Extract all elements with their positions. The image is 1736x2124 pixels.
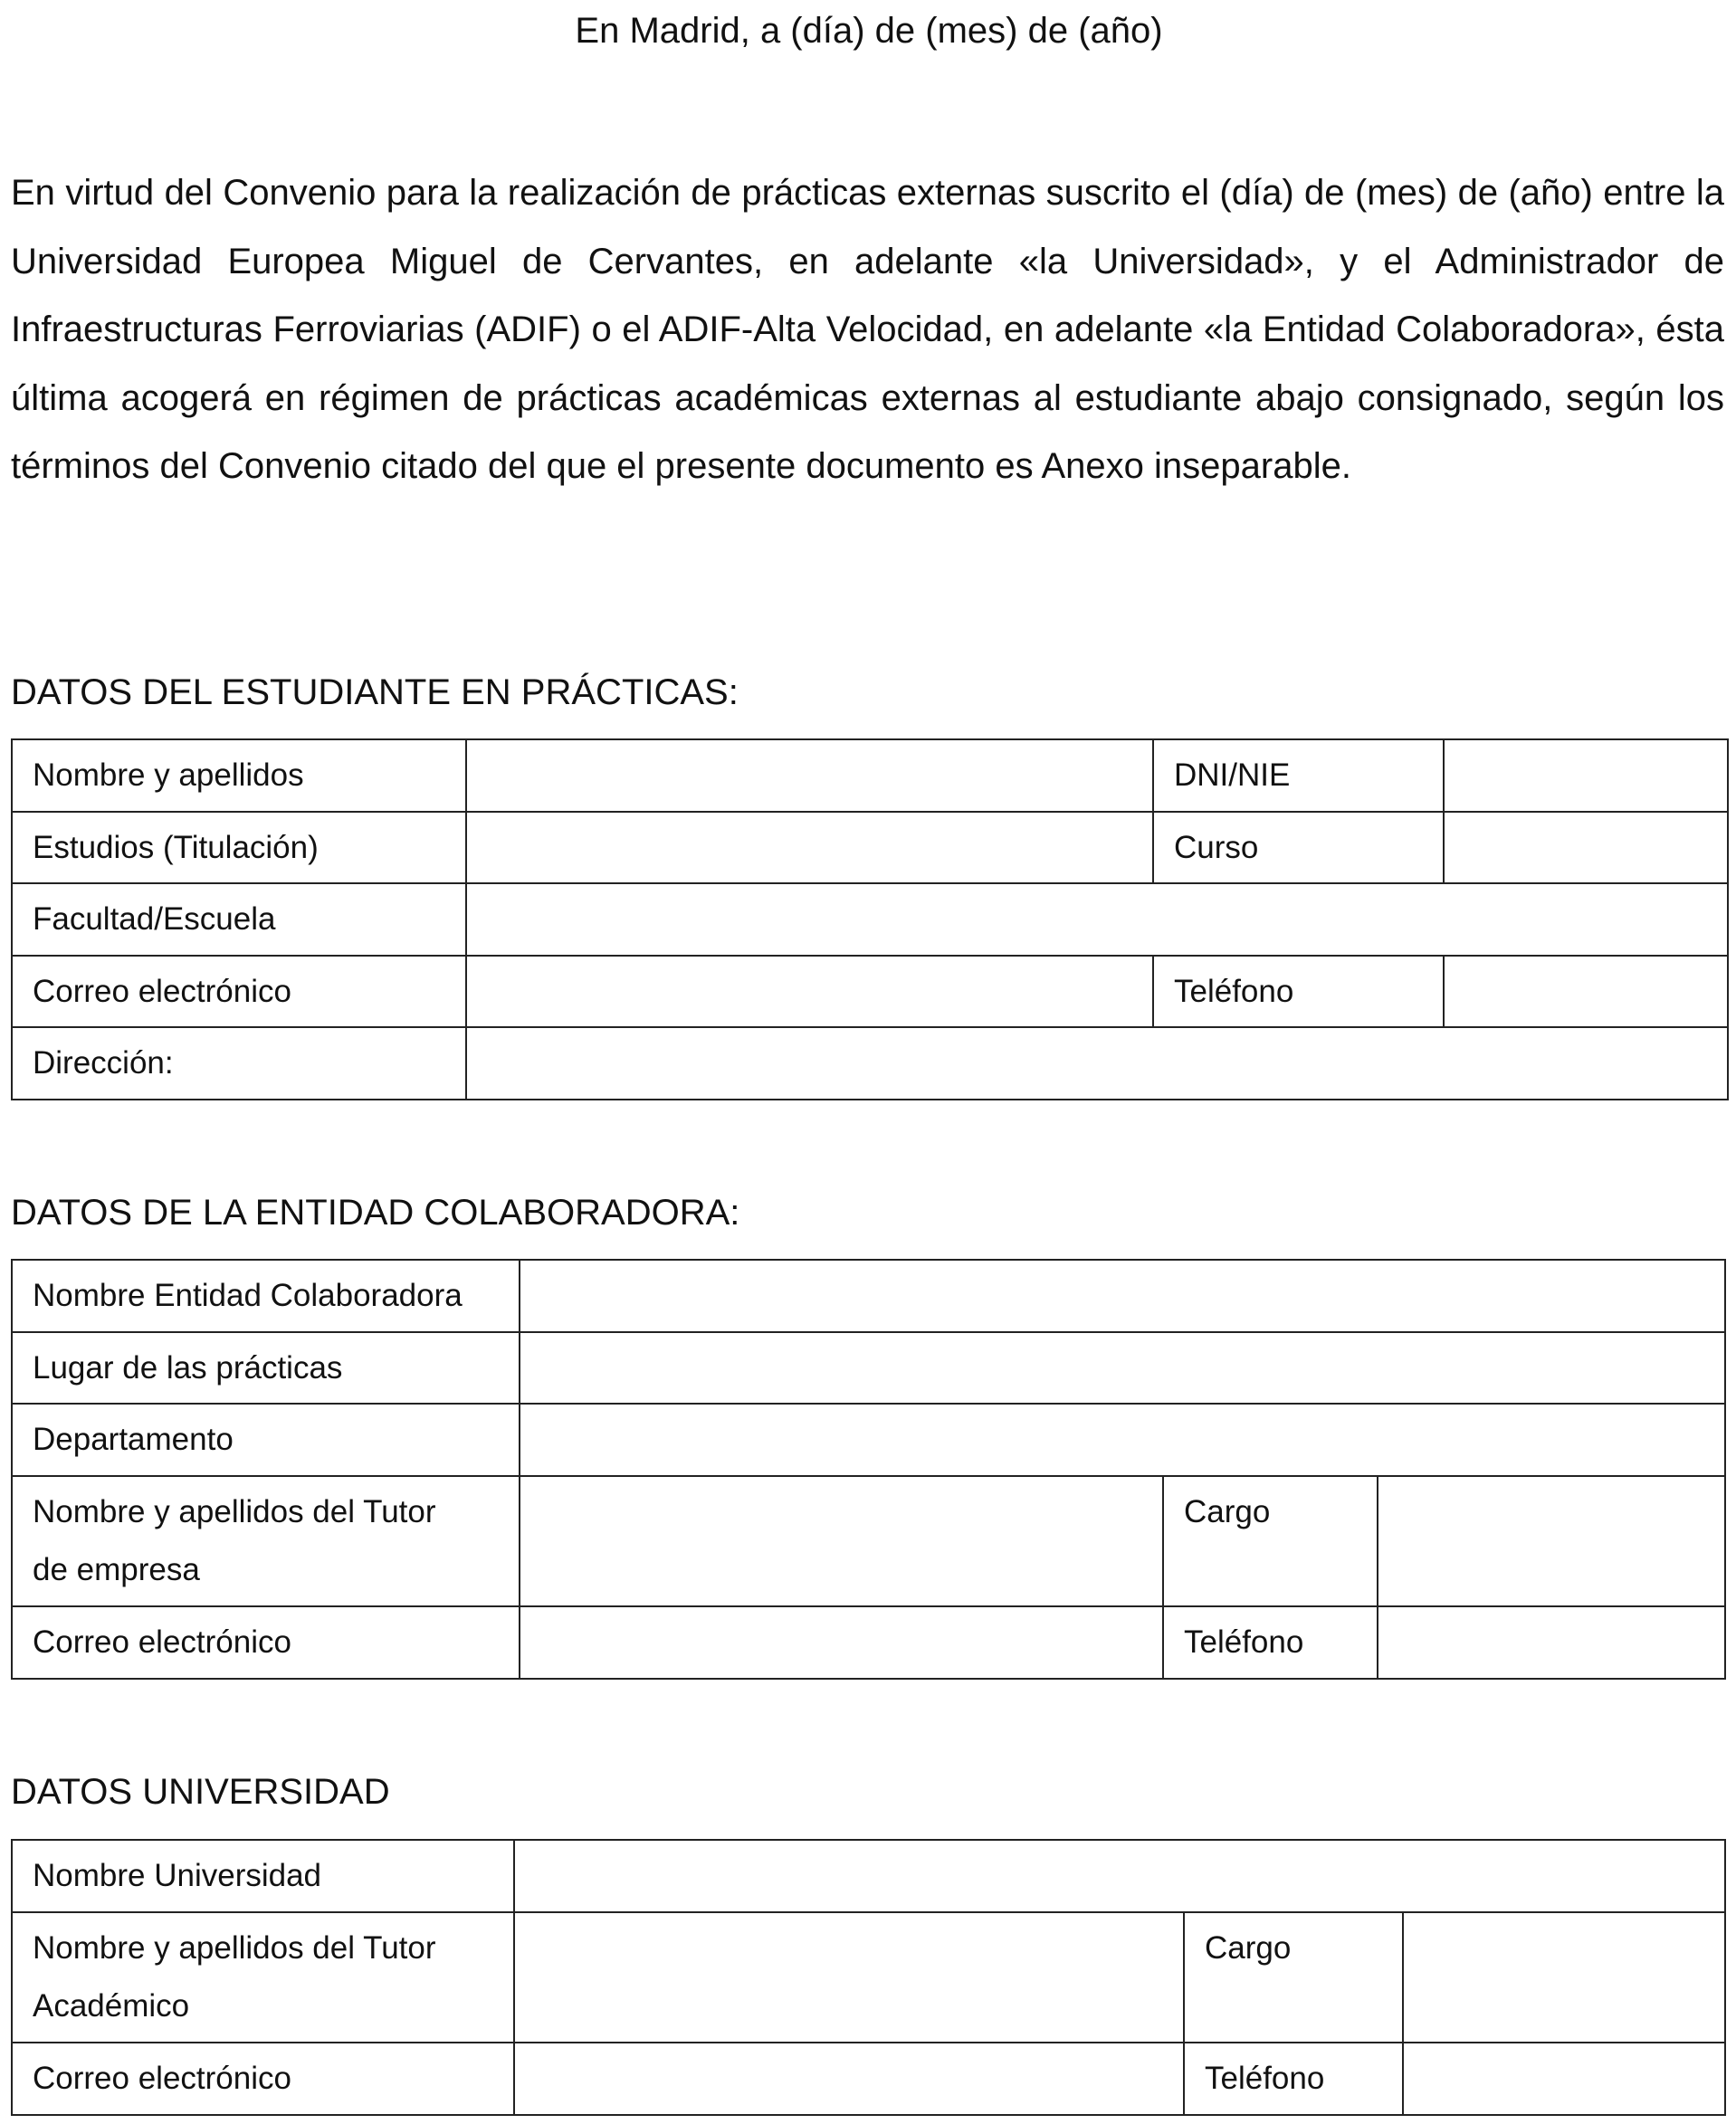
- student-faculty-field[interactable]: [466, 883, 1728, 956]
- entity-tutor-label: [12, 1476, 520, 1606]
- university-position-label: Cargo: [1184, 1912, 1403, 2043]
- entity-row-place: [12, 1332, 1725, 1404]
- university-name-field[interactable]: [514, 1840, 1725, 1912]
- entity-row-department: [12, 1404, 1725, 1476]
- entity-department-label: Departamento: [12, 1404, 520, 1476]
- university-phone-label: Teléfono: [1184, 2043, 1403, 2115]
- entity-row-name: [12, 1260, 1725, 1332]
- intro-paragraph: En virtud del Convenio para la realización de prácticas externas suscrito el (día) de (mes) de (año) entre la Universidad Europea Miguel de Cervantes, en adelante «la Universidad», y el Administrador de Infraestructuras Ferroviarias (ADIF) o el ADIF-Alta Velocidad, en adelante «la Entidad Colaboradora», ésta última acogerá en régimen de prácticas académicas externas al estudiante abajo consignado, según los términos del Convenio citado del que el presente documento es Anexo inseparable.: [11, 173, 1724, 486]
- university-tutor-label: [12, 1912, 514, 2043]
- entity-name-field[interactable]: [520, 1260, 1725, 1332]
- student-dni-label: DNI/NIE: [1153, 739, 1444, 812]
- student-address-field[interactable]: [466, 1027, 1728, 1100]
- university-phone-field[interactable]: [1403, 2043, 1725, 2115]
- student-row-studies: [12, 812, 1728, 883]
- university-tutor-field[interactable]: [514, 1912, 1184, 2043]
- entity-phone-label: Teléfono: [1163, 1606, 1378, 1679]
- student-address-label: Dirección:: [12, 1027, 466, 1100]
- entity-data-table: [11, 1259, 1726, 1680]
- entity-email-label: Correo electrónico: [12, 1606, 520, 1679]
- university-tutor-label-line1: Nombre y apellidos del Tutor: [33, 1930, 436, 1966]
- student-name-label: Nombre y apellidos: [12, 739, 466, 812]
- university-name-label: Nombre Universidad: [12, 1840, 514, 1912]
- entity-row-tutor: [12, 1476, 1725, 1606]
- student-email-label: Correo electrónico: [12, 956, 466, 1027]
- student-data-table: [11, 738, 1729, 1100]
- entity-tutor-label-line1: Nombre y apellidos del Tutor: [33, 1494, 436, 1529]
- date-line: En Madrid, a (día) de (mes) de (año): [575, 11, 1163, 51]
- university-position-field[interactable]: [1403, 1912, 1725, 2043]
- entity-email-field[interactable]: [520, 1606, 1163, 1679]
- student-row-name: [12, 739, 1728, 812]
- entity-position-field[interactable]: [1378, 1476, 1725, 1606]
- student-row-faculty: [12, 883, 1728, 956]
- student-row-address: [12, 1027, 1728, 1100]
- entity-section-title: DATOS DE LA ENTIDAD COLABORADORA:: [11, 1193, 740, 1233]
- university-email-label: Correo electrónico: [12, 2043, 514, 2115]
- university-data-table: [11, 1839, 1726, 2116]
- university-tutor-label-line2: Académico: [33, 1988, 190, 2024]
- student-section-title: DATOS DEL ESTUDIANTE EN PRÁCTICAS:: [11, 672, 739, 712]
- student-email-field[interactable]: [466, 956, 1153, 1027]
- student-studies-field[interactable]: [466, 812, 1153, 883]
- university-email-field[interactable]: [514, 2043, 1184, 2115]
- entity-place-label: Lugar de las prácticas: [12, 1332, 520, 1404]
- student-row-email: [12, 956, 1728, 1027]
- entity-department-field[interactable]: [520, 1404, 1725, 1476]
- entity-position-label: Cargo: [1163, 1476, 1378, 1606]
- student-name-field[interactable]: [466, 739, 1153, 812]
- student-studies-label: Estudios (Titulación): [12, 812, 466, 883]
- university-row-name: [12, 1840, 1725, 1912]
- university-section-title: DATOS UNIVERSIDAD: [11, 1772, 390, 1812]
- entity-row-email: [12, 1606, 1725, 1679]
- university-row-tutor: [12, 1912, 1725, 2043]
- student-phone-field[interactable]: [1444, 956, 1728, 1027]
- entity-phone-field[interactable]: [1378, 1606, 1725, 1679]
- entity-name-label: Nombre Entidad Colaboradora: [12, 1260, 520, 1332]
- student-course-field[interactable]: [1444, 812, 1728, 883]
- entity-tutor-field[interactable]: [520, 1476, 1163, 1606]
- university-row-email: [12, 2043, 1725, 2115]
- student-faculty-label: Facultad/Escuela: [12, 883, 466, 956]
- student-dni-field[interactable]: [1444, 739, 1728, 812]
- entity-place-field[interactable]: [520, 1332, 1725, 1404]
- student-course-label: Curso: [1153, 812, 1444, 883]
- student-phone-label: Teléfono: [1153, 956, 1444, 1027]
- entity-tutor-label-line2: de empresa: [33, 1552, 200, 1587]
